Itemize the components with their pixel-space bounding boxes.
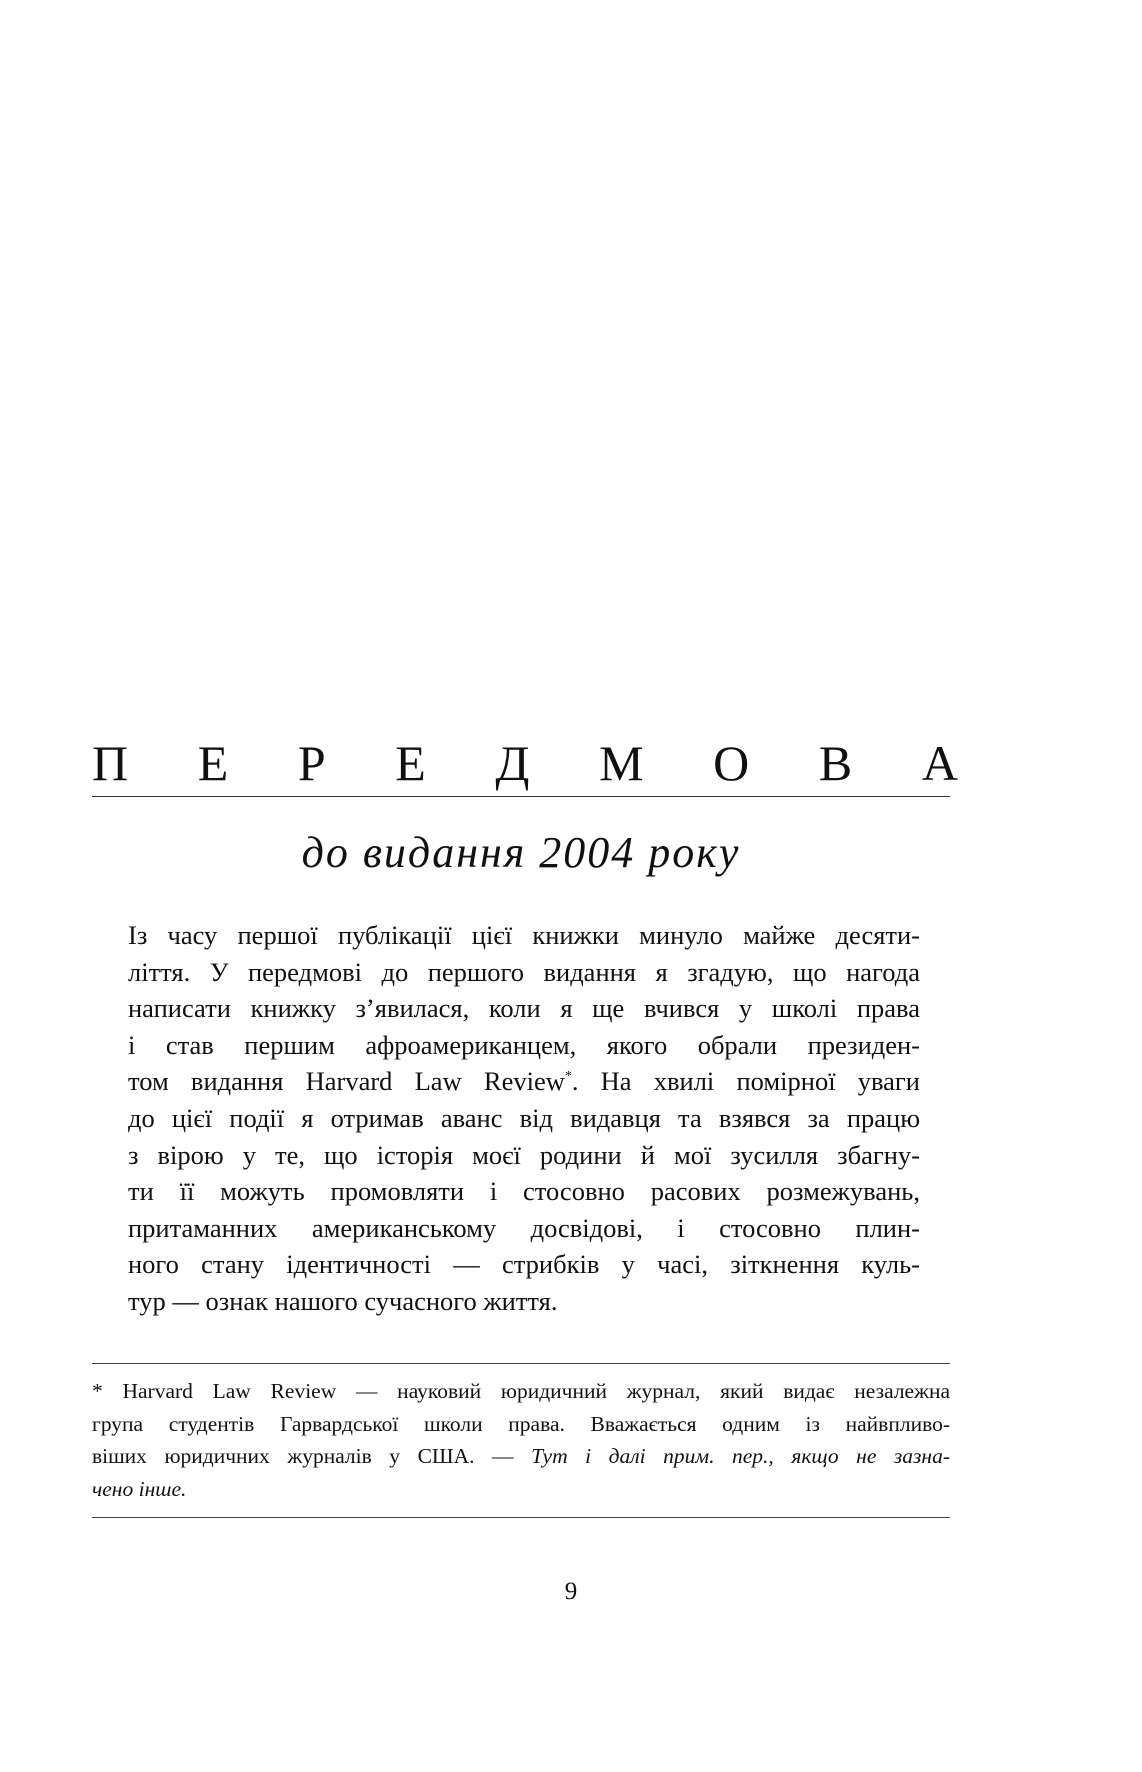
- text-line: Із часу першої публікації цієї книжки минуло майже десяти-: [128, 920, 920, 950]
- text-segment: . На хвилі помірної уваги: [571, 1066, 920, 1097]
- title-letter: П: [92, 735, 129, 791]
- text-line: тур — ознак нашого сучасного життя.: [128, 1285, 558, 1316]
- text-line: ного стану ідентичності — стрибків у часі, зіткнення куль-: [128, 1249, 920, 1280]
- text-line: до цієї події я отримав аванс від видавця та взявся за працю: [128, 1102, 920, 1133]
- text-line: з вірою у те, що історія моєї родини й мої зусилля збагну-: [128, 1139, 920, 1170]
- title-divider: [92, 796, 950, 797]
- body-paragraph: [128, 917, 920, 1320]
- text-segment: том видання Harvard Law Review: [128, 1066, 565, 1097]
- footnote-text: віших юридичних журналів у США. —: [92, 1444, 532, 1468]
- title-letter: В: [818, 735, 853, 791]
- title-letter: Р: [297, 735, 326, 791]
- title-letter: А: [921, 735, 958, 791]
- footnote-line: * Harvard Law Review — науковий юридичний журнал, який видає незалежна: [92, 1379, 950, 1403]
- chapter-title: [92, 735, 958, 791]
- title-letter: О: [713, 735, 750, 791]
- footnote-italic-text: чено інше.: [92, 1476, 187, 1501]
- text-line: і став першим афроамериканцем, якого обрали президен-: [128, 1029, 920, 1060]
- footnote-italic-text: Тут і далі прим. пер., якщо не зазна-: [531, 1444, 951, 1468]
- footnote-divider-bottom: [92, 1517, 950, 1518]
- footnote-divider-top: [92, 1363, 950, 1364]
- title-letter: Е: [395, 735, 426, 791]
- title-letter: Е: [197, 735, 229, 791]
- footnote-marker[interactable]: *: [564, 1069, 572, 1085]
- footnote-line: група студентів Гарвардської школи права. Вважається одним із найвпливо-: [92, 1411, 950, 1436]
- footnote-line: [92, 1440, 950, 1473]
- text-line: написати книжку з’явилася, коли я ще вчився у школі права: [128, 993, 920, 1024]
- text-line: притаманних американському досвідові, і стосовно плин-: [128, 1212, 920, 1243]
- text-line-with-footnote: [128, 1063, 920, 1100]
- title-letter: М: [599, 735, 644, 791]
- page-number: 9: [564, 1578, 578, 1605]
- footnote: [92, 1375, 950, 1505]
- text-line: ти її можуть промовляти і стосовно расових розмежувань,: [128, 1176, 920, 1207]
- text-line: ліття. У передмові до першого видання я згадую, що нагода: [128, 956, 920, 987]
- title-letter: Д: [495, 735, 530, 791]
- footnote-line: [92, 1473, 950, 1506]
- chapter-subtitle: до видання 2004 року: [301, 828, 741, 877]
